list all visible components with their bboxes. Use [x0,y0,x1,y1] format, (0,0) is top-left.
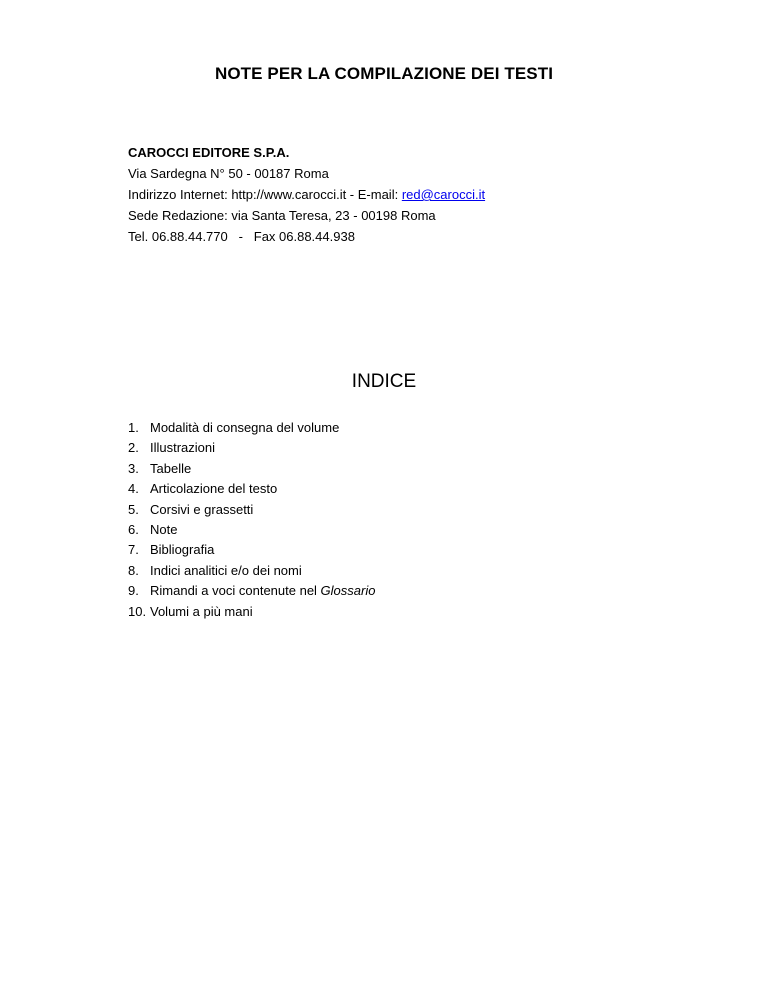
publisher-contacts [128,184,728,205]
toc-item-number: 4. [128,481,139,497]
toc-item-label: Modalità di consegna del volume [150,420,340,435]
toc-item-label-text: Rimandi a voci contenute nel [150,583,321,599]
toc-item [128,581,728,601]
toc-item-number: 10. [128,603,147,619]
toc-item-label: Note [150,521,178,537]
toc-item-number: 3. [128,460,139,476]
index-title: INDICE [351,371,417,392]
toc-item-number: 5. [128,501,139,517]
toc-item [128,602,728,622]
toc-item-number: 2. [128,440,139,456]
toc-item-label-italic: Glossario [320,583,376,599]
toc-item [128,418,728,438]
document-title: NOTE PER LA COMPILAZIONE DEI TESTI [214,64,554,83]
toc-item-label: Volumi a più mani [150,603,253,619]
publisher-name: CAROCCI EDITORE S.P.A. [128,145,290,160]
publisher-address: Via Sardegna N° 50 - 00187 Roma [128,166,329,181]
publisher-info [128,142,728,247]
toc-item-number: 9. [128,583,139,599]
toc-item [128,561,728,581]
toc-item-label: Articolazione del testo [150,481,278,497]
toc-item-label: Bibliografia [150,542,215,558]
phone-fax: Tel. 06.88.44.770 - Fax 06.88.44.938 [128,229,355,244]
toc-item-number: 7. [128,542,139,558]
toc-item [128,500,728,520]
toc-item [128,520,728,540]
toc-item [128,438,728,458]
toc-item-label [150,581,375,601]
toc-item-label: Indici analitici e/o dei nomi [150,562,302,578]
toc-item [128,479,728,499]
toc-item-label: Tabelle [150,460,192,476]
toc-item-label: Corsivi e grassetti [150,501,254,517]
toc-item [128,540,728,560]
toc-item-number: 6. [128,521,139,537]
email-link[interactable]: red@carocci.it [401,187,486,202]
table-of-contents [128,418,728,622]
toc-item [128,459,728,479]
toc-item-number: 8. [128,562,139,578]
toc-item-label: Illustrazioni [150,440,216,456]
toc-item-number: 1. [128,420,139,435]
internet-line-text: Indirizzo Internet: http://www.carocci.it - E-mail: [128,187,402,202]
editorial-office: Sede Redazione: via Santa Teresa, 23 - 00198 Roma [128,208,436,223]
